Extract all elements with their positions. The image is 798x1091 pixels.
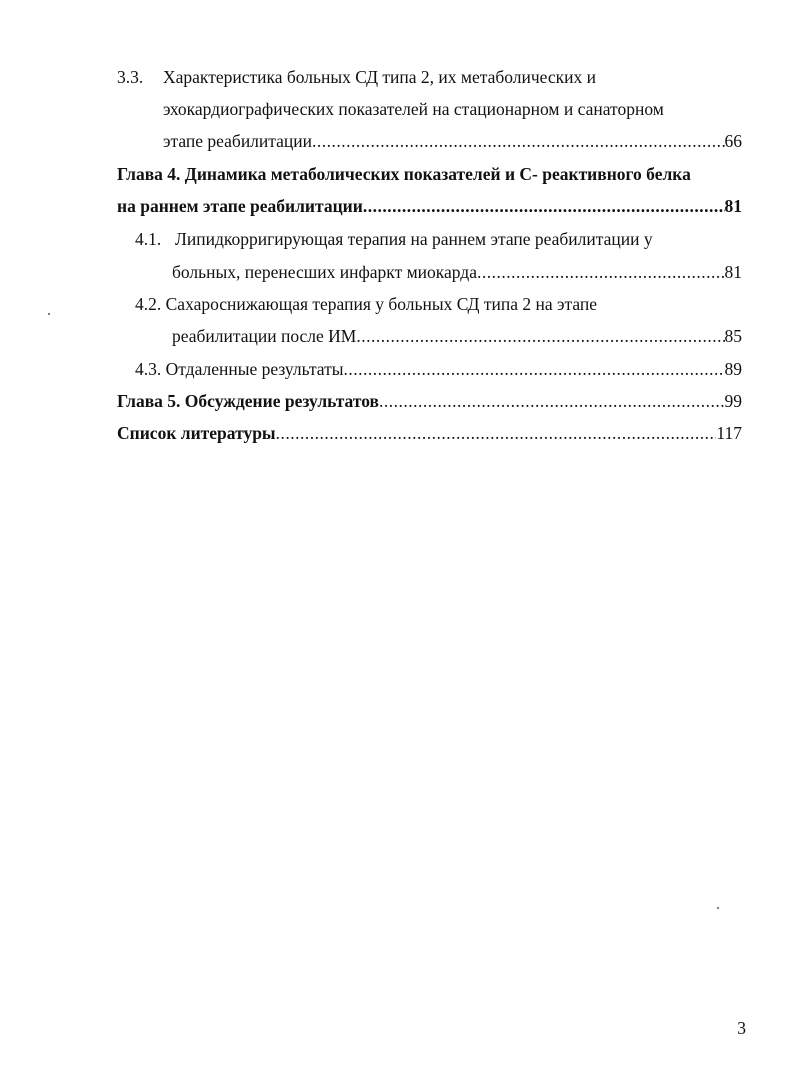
toc-page-number: 66	[724, 131, 742, 151]
toc-entry-text: 4.3. Отдаленные результаты	[135, 359, 344, 379]
toc-entry-text: Характеристика больных СД типа 2, их метаболических и	[163, 67, 597, 87]
toc-references	[117, 422, 742, 444]
dot-leader	[363, 195, 725, 217]
dot-leader	[477, 261, 725, 283]
page-number: 3	[737, 1018, 746, 1038]
dot-leader	[312, 130, 724, 152]
toc-entry-number: 4.1.	[135, 229, 162, 249]
toc-page-number: 99	[724, 391, 742, 411]
toc-references-text: Список литературы	[117, 423, 276, 443]
toc-page-number: 81	[724, 262, 742, 282]
dot-leader	[379, 390, 725, 412]
toc-chapter-text: на раннем этапе реабилитации	[117, 196, 363, 216]
toc-entry-text: 4.2. Сахароснижающая терапия у больных СД типа 2 на этапе	[135, 294, 598, 314]
toc-entry-3-3-line3	[163, 130, 742, 152]
dot-leader	[356, 325, 724, 347]
toc-chapter-5	[117, 390, 742, 412]
toc-page-number: 85	[724, 326, 742, 346]
toc-entry-number: 3.3.	[117, 67, 144, 87]
scan-speck	[48, 313, 50, 315]
toc-entry-text: этапе реабилитации	[163, 131, 313, 151]
toc-entry-3-3-line1	[117, 66, 596, 88]
scan-speck	[717, 907, 719, 909]
toc-page-number: 117	[716, 423, 742, 443]
toc-entry-4-2-line2	[172, 325, 742, 347]
dot-leader	[344, 358, 725, 380]
toc-entry-4-1-line1	[135, 228, 653, 250]
toc-entry-text: Липидкорригирующая терапия на раннем этапе реабилитации у	[175, 229, 653, 249]
toc-chapter-text: Глава 4. Динамика метаболических показателей и С- реактивного белка	[117, 164, 691, 184]
toc-chapter-4-line2	[117, 195, 742, 217]
toc-entry-4-1-line2	[172, 261, 742, 283]
toc-entry-3-3-line2	[163, 98, 664, 120]
toc-page-number: 89	[724, 359, 742, 379]
toc-entry-text: эхокардиографических показателей на стационарном и санаторном	[163, 99, 664, 119]
toc-page-number: 81	[724, 196, 742, 216]
toc-entry-text: реабилитации после ИМ	[172, 326, 357, 346]
toc-entry-4-3	[135, 358, 742, 380]
toc-chapter-text: Глава 5. Обсуждение результатов	[117, 391, 379, 411]
toc-chapter-4-line1	[117, 163, 742, 185]
toc-entry-4-2-line1	[135, 293, 597, 315]
dot-leader	[276, 422, 717, 444]
toc-entry-text: больных, перенесших инфаркт миокарда	[172, 262, 477, 282]
